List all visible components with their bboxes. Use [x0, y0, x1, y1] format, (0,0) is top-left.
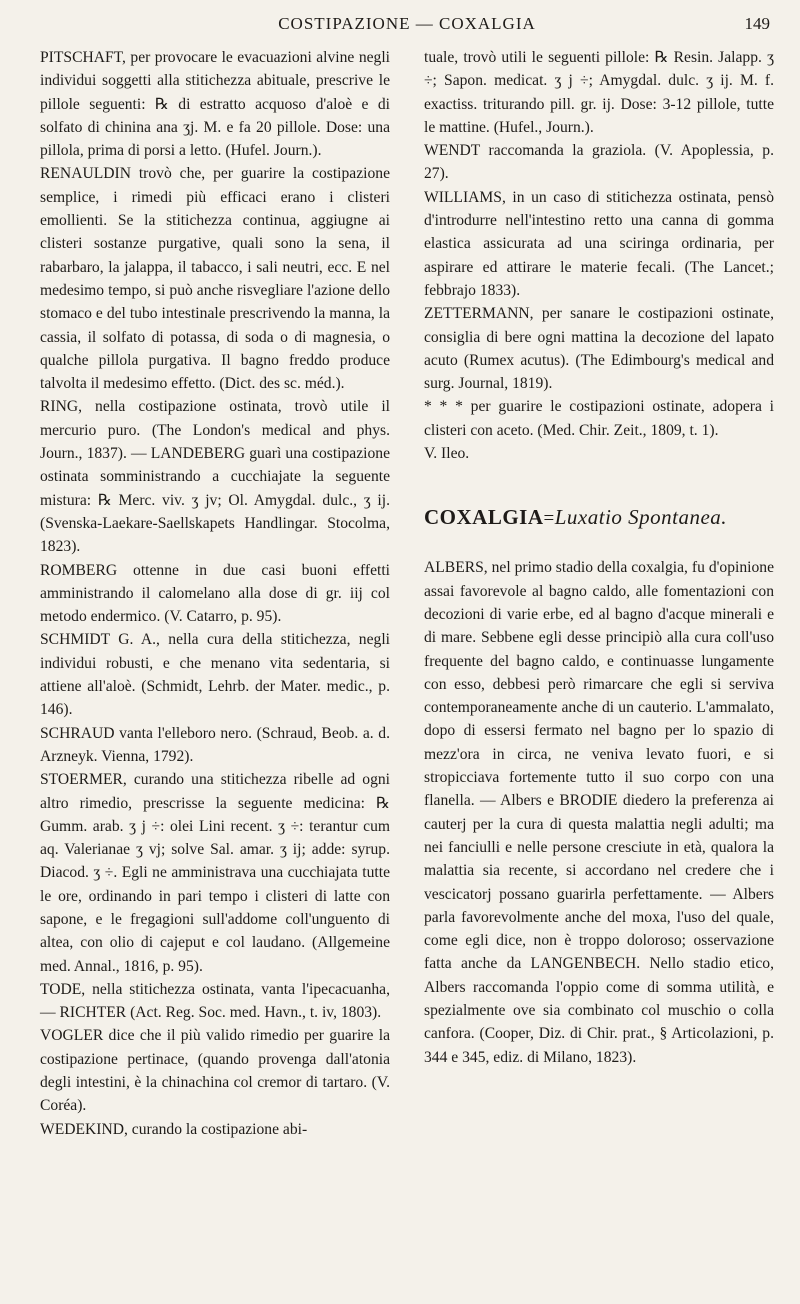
entry-wedekind: WEDEKIND, curando la costipazione abi-	[40, 1120, 308, 1138]
section-heading-coxalgia	[424, 505, 774, 530]
entry-tode: TODE, nella stitichezza ostinata, vanta l'ipecacuanha, — RICHTER (Act. Reg. Soc. med. Havn., t. iv, 1803).	[40, 980, 390, 1022]
entry-romberg: ROMBERG ottenne in due casi buoni effetti amministrando il calomelano alla dose di gr. iij col metodo endermico. (V. Catarro, p. 95).	[40, 561, 390, 626]
section-heading-word: COXALGIA	[424, 505, 544, 530]
entry-albers: ALBERS, nel primo stadio della coxalgia, fu d'opinione assai favorevole al bagno caldo, alle fomentazioni con decozioni di varie erbe, ed al bagno d'acque minerali e di mare. Sebbene egli desse principiò alla cura coll'uso frequente del bagno caldo, e continuasse lungamente con esso, debbesi però rimarcare che egli si serviva contemporaneamente anche di un cauterio. L'ammalato, dopo di essersi fermato nel bagno per lo spazio di mezz'ora in circa, ne veniva levato fuori, e si stropicciava fortemente tutto il suo corpo con una flanella. — Albers e BRODIE diedero la preferenza ai cauterj per la cura di questa malattia negli adulti; ma nei fanciulli e nelle persone cresciute in età, qualora la malattia sia recente, si accordano nel credere che i vescicatorj possano guarirla perfettamente. — Albers parla favorevolmente anche del moxa, l'uso del quale, come egli dice, non è troppo doloroso; osservazione fatta anche da LANGENBECH. Nello stadio etico, Albers raccomanda l'oppio come di somma utilità, e spezialmente ove sia combinato col muschio o colla canfora. (Cooper, Diz. di Chir. prat., § Articolazioni, p. 344 e 345, ediz. di Milano, 1823).	[424, 559, 774, 1066]
entry-pitschaft: PITSCHAFT, per provocare le evacuazioni alvine negli individui soggetti alla stitichezza abituale, prescrive le pillole seguenti: ℞ di estratto acquoso d'aloè e di solfato di chinina ana ʒj. M. e fa 20 pillole. Dose: una pillola, prima di porsi a letto. (Hufel. Journ.).	[40, 49, 390, 160]
entry-ring: RING, nella costipazione ostinata, trovò utile il mercurio puro. (The London's medical and phys. Journ., 1837). — LANDEBERG guarì una costipazione ostinata somministrando a cucchiajate la seguente mistura: ℞ Merc. viv. ʒ jv; Ol. Amygdal. dulc., ʒ ij. (Svenska-Laekare-Saellskapets Handlingar. Stocolma, 1823).	[40, 398, 390, 556]
entry-wendt: WENDT raccomanda la graziola. (V. Apoplessia, p. 27).	[424, 142, 774, 183]
text-columns	[40, 46, 774, 1141]
section-heading-latin: Luxatio Spontanea.	[554, 505, 728, 530]
running-head	[40, 14, 774, 40]
entry-schmidt: SCHMIDT G. A., nella cura della stitichezza, negli individui robusti, e che menano vita sedentaria, si attiene all'aloè. (Schmidt, Lehrb. der Mater. medic., p. 146).	[40, 631, 390, 719]
entry-zettermann: ZETTERMANN, per sanare le costipazioni ostinate, consiglia di bere ogni mattina la decozione del lapato acuto (Rumex acutus). (The Edimbourg's medical and surg. Journal, 1819).	[424, 305, 774, 393]
entry-schraud: SCHRAUD vanta l'elleboro nero. (Schraud, Beob. a. d. Arzneyk. Vienna, 1792).	[40, 724, 390, 765]
cross-reference-ileo: V. Ileo.	[424, 445, 470, 463]
entry-anonymous: * * * per guarire le costipazioni ostinate, adopera i clisteri con aceto. (Med. Chir. Zeit., 1809, t. 1).	[424, 398, 774, 439]
page-number: 149	[744, 14, 770, 33]
entry-williams: WILLIAMS, in un caso di stitichezza ostinata, pensò d'introdurre nell'intestino retto una canna di gomma elastica assicurata ad una sciringa ordinaria, per aspirare ed attirare le materie fecali. (The Lancet.; febbrajo 1833).	[424, 188, 774, 299]
right-column	[424, 46, 774, 1141]
entry-stoermer: STOERMER, curando una stitichezza ribelle ad ogni altro rimedio, prescrisse la seguente medicina: ℞ Gumm. arab. ʒ j ÷: olei Lini recent. ʒ ÷: terantur cum aq. Valerianae ʒ vj; solve Sal. amar. ʒ ij; adde: syrup. Diacod. ʒ ÷. Egli ne amministrava una cucchiajata tutte le ore, ordinando in pari tempo i clisteri di latte con sapone, e le fregagioni sull'addome coll'unguento di altea, con olio di cajeput e col laudano. (Allgemeine med. Annal., 1816, p. 95).	[40, 771, 390, 975]
section-heading-separator: =	[543, 508, 555, 530]
entry-wedekind-continued: tuale, trovò utili le seguenti pillole: ℞ Resin. Jalapp. ʒ ÷; Sapon. medicat. ʒ j ÷; Amygdal. dulc. ʒ ij. M. f. exactiss. triturando pill. gr. ij. Dose: 3-12 pillole, tutte le mattine. (Hufel., Journ.).	[424, 49, 774, 136]
entry-vogler: VOGLER dice che il più valido rimedio per guarire la costipazione pertinace, (quando provenga dall'atonia degli intestini, è la chinachina col cremor di tartaro. (V. Coréa).	[40, 1027, 390, 1115]
running-title: COSTIPAZIONE — COXALGIA	[278, 14, 536, 33]
entry-renauldin: RENAULDIN trovò che, per guarire la costipazione semplice, i rimedi più efficaci erano i clisteri emollienti. Se la stitichezza continua, aggiugne ai clisteri sostanze purgative, quali sono la sena, il rabarbaro, la jalappa, il tabacco, i sali neutri, ecc. E nel medesimo tempo, si può anche risvegliare l'azione dello stomaco e del tubo intestinale prescrivendo la manna, la cassia, il solfato di potassa, di soda o di magnesia, o qualche pillola purgativa. Il bagno freddo produce talvolta il medesimo effetto. (Dict. des sc. méd.).	[40, 165, 390, 393]
left-column	[40, 46, 390, 1141]
